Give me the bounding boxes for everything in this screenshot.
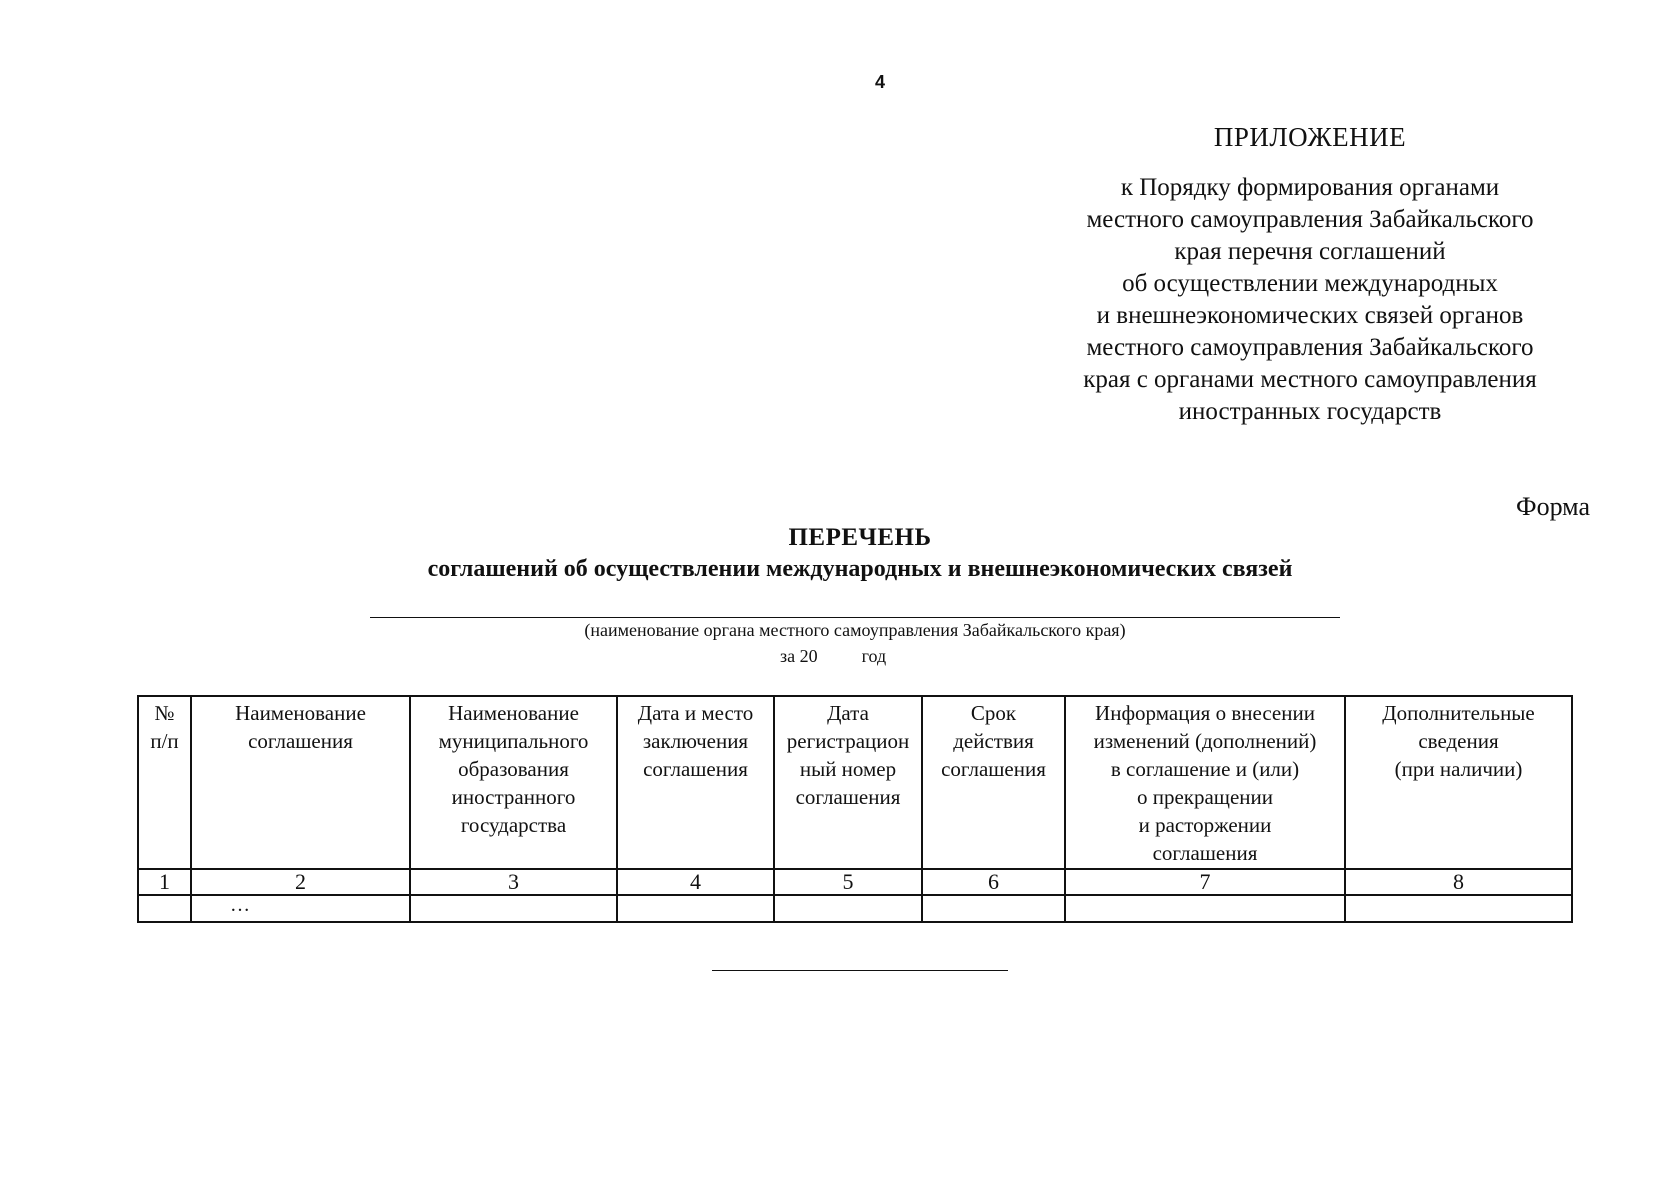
appendix-reference-line: к Порядку формирования органами [1120,174,1500,201]
column-number-cell: 5 [774,869,922,895]
header-cell-registration [774,696,922,869]
appendix-reference-line: местного самоуправления Забайкальского [1086,206,1534,233]
table-header-row [138,696,1572,869]
header-line: № [154,701,175,725]
column-number-cell: 2 [191,869,410,895]
header-cell-foreign-municipality [410,696,617,869]
header-line: (при наличии) [1394,757,1523,781]
table-cell: … [191,895,410,922]
header-line: образования [458,757,569,781]
header-cell-changes-info [1065,696,1345,869]
column-number-cell: 3 [410,869,617,895]
column-number-cell: 1 [138,869,191,895]
header-line: в соглашение и (или) [1110,757,1300,781]
table-cell [774,895,922,922]
page-number: 4 [874,72,885,92]
header-line: Дата [827,701,869,725]
appendix-reference-line: и внешнеэкономических связей органов [1096,302,1524,329]
header-cell-additional-info [1345,696,1572,869]
column-number-cell: 4 [617,869,774,895]
header-line: и расторжении [1138,813,1272,837]
appendix-reference-line: края перечня соглашений [1174,238,1446,265]
header-line: соглашения [1152,841,1258,865]
header-line: заключения [642,729,749,753]
appendix-reference-line: об осуществлении международных [1122,270,1498,297]
header-line: Информация о внесении [1095,701,1315,725]
header-line: действия [953,729,1034,753]
header-line: соглашения [941,757,1046,781]
column-number-cell: 6 [922,869,1065,895]
header-line: ный номер [799,757,897,781]
year-prefix: за 20 [780,646,818,666]
column-number-cell: 8 [1345,869,1572,895]
table-cell [410,895,617,922]
column-number-row [138,869,1572,895]
end-of-document-line [712,970,1008,971]
header-line: муниципального [438,729,589,753]
document-subtitle: соглашений об осуществлении международных и внешнеэкономических связей [427,556,1293,582]
table-cell [1345,895,1572,922]
table-cell [617,895,774,922]
column-number-cell: 7 [1065,869,1345,895]
header-line: п/п [150,729,179,753]
agreements-table [137,695,1573,923]
header-line: соглашения [248,729,353,753]
appendix-reference-line: иностранных государств [1178,398,1442,425]
header-cell-date-place [617,696,774,869]
header-line: государства [460,813,567,837]
appendix-reference [1020,172,1600,428]
header-line: сведения [1418,729,1499,753]
header-line: Наименование [235,701,366,725]
document-title: ПЕРЕЧЕНЬ [788,524,932,551]
table-cell [138,895,191,922]
year-suffix: год [861,646,887,666]
header-cell-number [138,696,191,869]
organization-name-caption: (наименование органа местного самоуправления Забайкальского края) [584,620,1126,640]
header-cell-term [922,696,1065,869]
appendix-title: ПРИЛОЖЕНИЕ [1213,122,1407,152]
form-label: Форма [1516,492,1590,521]
header-line: о прекращении [1136,785,1274,809]
header-line: соглашения [795,785,901,809]
header-line: Наименование [448,701,579,725]
header-line: регистрацион [786,729,910,753]
organization-name-blank-line [370,617,1340,618]
header-line: соглашения [643,757,748,781]
header-line: Дата и место [637,701,754,725]
appendix-reference-line: местного самоуправления Забайкальского [1086,334,1534,361]
table-row [138,895,1572,922]
table-cell [1065,895,1345,922]
table-cell [922,895,1065,922]
header-line: Дополнительные [1382,701,1535,725]
header-line: изменений (дополнений) [1093,729,1317,753]
header-line: иностранного [451,785,576,809]
appendix-reference-line: края с органами местного самоуправления [1083,366,1537,393]
header-line: Срок [970,701,1017,725]
header-cell-agreement-name [191,696,410,869]
reporting-year-line [780,646,960,667]
